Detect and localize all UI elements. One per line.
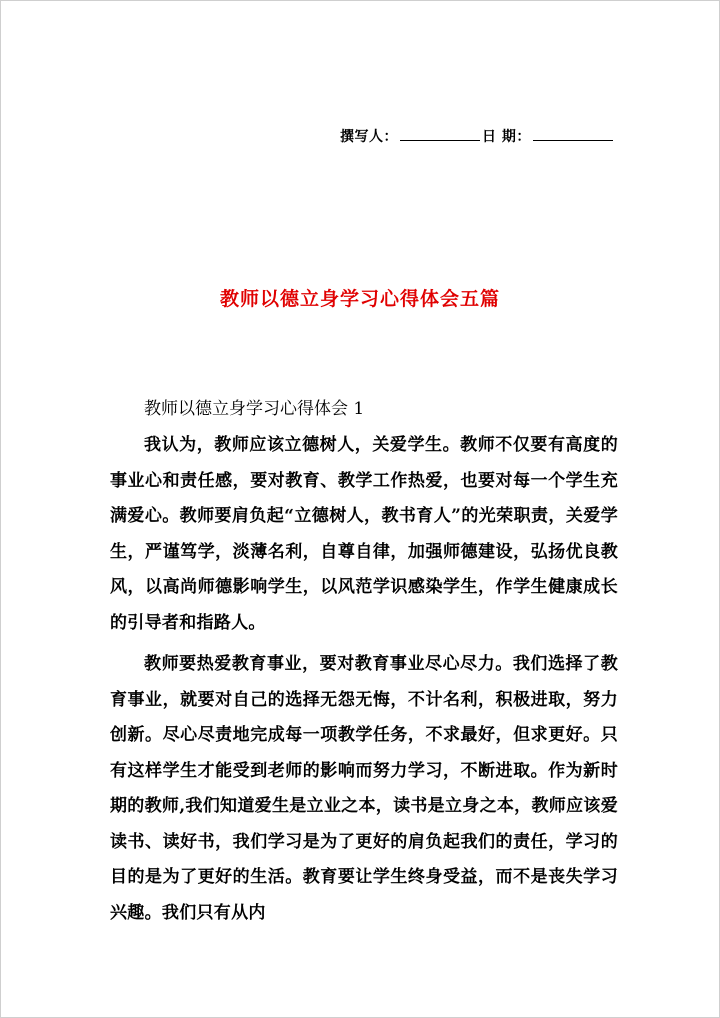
section-heading: 教师以德立身学习心得体会 1	[144, 399, 365, 419]
paragraph-1: 我认为，教师应该立德树人，关爱学生。教师不仅要有高度的事业心和责任感，要对教育、教学工作热爱，也要对每一个学生充满爱心。教师要肩负起“立德树人，教书育人”的光荣职责，关爱学生，严谨笃学，淡薄名利，自尊自律，加强师德建设，弘扬优良教风，以高尚师德影响学生，以风范学识感染学生，作学生健康成长的引导者和指路人。	[110, 435, 618, 633]
author-label: 撰写人：	[340, 129, 398, 145]
document-title: 教师以德立身学习心得体会五篇	[219, 288, 500, 310]
date-label: 日 期：	[482, 129, 531, 145]
author-date-line	[340, 126, 620, 146]
document-body	[110, 392, 618, 937]
author-blank	[400, 128, 480, 141]
date-blank	[533, 128, 613, 141]
paragraph-2: 教师要热爱教育事业，要对教育事业尽心尽力。我们选择了教育事业，就要对自己的选择无怨无悔，不计名利，积极进取，努力创新。尽心尽责地完成每一项教学任务，不求最好，但求更好。只有这样学生才能受到老师的影响而努力学习，不断进取。作为新时期的教师,我们知道爱生是立业之本，读书是立身之本，教师应该爱读书、读好书，我们学习是为了更好的肩负起我们的责任，学习的目的是为了更好的生活。教育要让学生终身受益，而不是丧失学习兴趣。我们只有从内	[110, 654, 618, 923]
